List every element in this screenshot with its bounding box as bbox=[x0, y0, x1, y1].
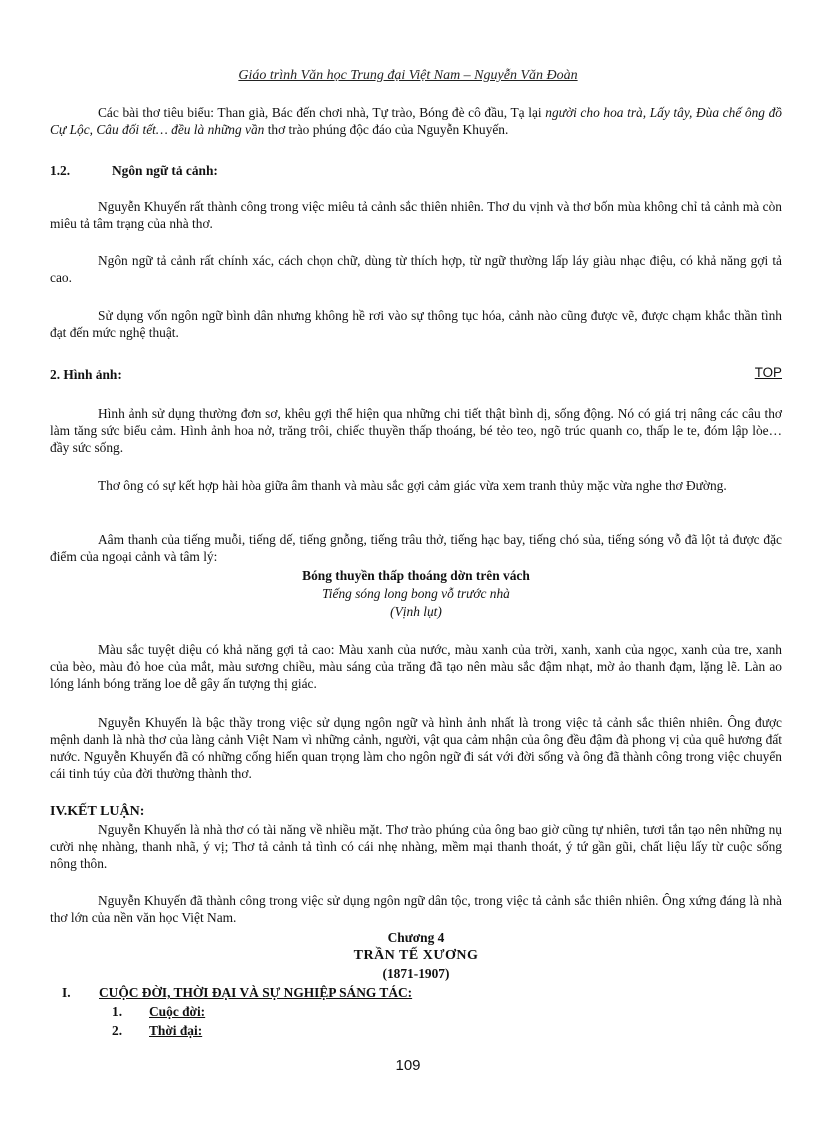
author-years: (1871-1907) bbox=[382, 966, 450, 981]
author-name: TRẦN TẾ XƯƠNG bbox=[353, 948, 479, 963]
intro-italic-text: người cho hoa trà, Lấy tây, Đùa chế ông đồ Cự Lộc, Câu đối tết… đều là những vần bbox=[50, 105, 782, 137]
section-heading-iv: IV.KẾT LUẬN: bbox=[50, 804, 145, 819]
top-link[interactable]: TOP bbox=[754, 365, 782, 380]
paragraph-hinhanh-2: Thơ ông có sự kết hợp hài hòa giữa âm thanh và màu sắc gợi cảm giác vừa xem tranh thủy mặc vừa nghe thơ Đường. bbox=[98, 478, 727, 493]
section-number: I. bbox=[62, 985, 71, 1000]
subsection-title: Cuộc đời: bbox=[149, 1004, 206, 1019]
intro-text-end: thơ trào phúng độc đáo của Nguyễn Khuyến. bbox=[264, 122, 509, 137]
section-heading-1-2 bbox=[50, 162, 782, 179]
subsection-number: 2. bbox=[112, 1023, 123, 1038]
intro-paragraph bbox=[50, 104, 782, 138]
section-title: Ngôn ngữ tả cảnh: bbox=[112, 163, 218, 178]
paragraph-ketluan-1: Nguyễn Khuyến là nhà thơ có tài năng về nhiều mặt. Thơ trào phúng của ông bao giờ cũng tự nhiên, tươi tắn tạo nên những nụ cười nhẹ nhàng, thanh nhã, ý vị; Thơ tả cảnh tả tình có cái nhẹ nhàng, mềm mại thanh thoát, ý tứ gần gũi, chất liệu lấy từ cuộc sống nông thôn. bbox=[50, 822, 782, 871]
verse-line-2: Tiếng sóng long bong vỗ trước nhà bbox=[322, 586, 510, 601]
subsection-thoi-dai bbox=[112, 1023, 202, 1039]
section-number: 1.2. bbox=[50, 163, 71, 178]
chapter-label: Chương 4 bbox=[387, 930, 445, 945]
subsection-number: 1. bbox=[112, 1004, 123, 1019]
page-number: 109 bbox=[395, 1057, 421, 1074]
section-title: CUỘC ĐỜI, THỜI ĐẠI VÀ SỰ NGHIỆP SÁNG TÁC: bbox=[99, 985, 413, 1000]
page-header: Giáo trình Văn học Trung đại Việt Nam – Nguyễn Văn Đoàn bbox=[238, 68, 578, 83]
subsection-title: Thời đại: bbox=[149, 1023, 203, 1038]
paragraph-tacanh-3: Sử dụng vốn ngôn ngữ bình dân nhưng không hề rơi vào sự thông tục hóa, cảnh nào cũng được vẽ, được chạm khắc thần tình đạt đến mức nghệ thuật. bbox=[50, 308, 782, 340]
paragraph-ketluan-2: Nguyễn Khuyến đã thành công trong việc sử dụng ngôn ngữ dân tộc, trong việc tả cảnh sắc thiên nhiên. Ông xứng đáng là nhà thơ lớn của nền văn học Việt Nam. bbox=[50, 893, 782, 925]
paragraph-tacanh-1: Nguyễn Khuyến rất thành công trong việc miêu tả cảnh sắc thiên nhiên. Thơ du vịnh và thơ bốn mùa không chỉ tả cảnh mà còn miêu tả tâm trạng của nhà thơ. bbox=[50, 199, 782, 231]
section-heading-2: 2. Hình ảnh: bbox=[50, 367, 122, 382]
paragraph-hinhanh-3: Aâm thanh của tiếng muỗi, tiếng dế, tiếng gnỗng, tiếng trâu thở, tiếng hạc bay, tiếng chó sủa, tiếng sóng vỗ đã lột tả được đặc điểm của ngoại cảnh và tâm lý: bbox=[50, 532, 782, 564]
paragraph-mausac: Màu sắc tuyệt diệu có khả năng gợi tả cao: Màu xanh của nước, màu xanh của trời, xanh, xanh của ngọc, xanh của tre, xanh của bèo, màu đỏ hoe của mắt, màu sương chiều, màu sáng của trăng đã tạo nên màu sắc đậm nhạt, mờ ảo thanh đạm, lặng lẽ. Làn ao lóng lánh bóng trăng loe dễ gây ấn tượng thị giác. bbox=[50, 642, 782, 691]
verse-source: (Vịnh lụt) bbox=[390, 604, 442, 619]
subsection-cuoc-doi bbox=[112, 1004, 205, 1020]
verse-line-1: Bóng thuyền thấp thoáng dờn trên vách bbox=[302, 568, 530, 583]
paragraph-tacanh-2: Ngôn ngữ tả cảnh rất chính xác, cách chọn chữ, dùng từ thích hợp, từ ngữ thường lấp láy giàu nhạc điệu, có khả năng gợi tả cao. bbox=[50, 253, 782, 285]
section-heading-i bbox=[62, 985, 412, 1001]
paragraph-bacthay: Nguyễn Khuyến là bậc thầy trong việc sử dụng ngôn ngữ và hình ảnh nhất là trong việc tả cảnh sắc thiên nhiên. Ông được mệnh danh là nhà thơ của làng cảnh Việt Nam vì những cảnh, người, vật qua cảm nhận của ông đều đậm đà phong vị của quê hương đất nước. Nguyễn Khuyến đã có những cống hiến quan trọng làm cho ngôn ngữ đi sát với đời sống và ông đã thành công trong việc chuyển cái tinh túy của đời thường thành thơ. bbox=[50, 715, 782, 781]
paragraph-hinhanh-1: Hình ảnh sử dụng thường đơn sơ, khêu gợi thể hiện qua những chi tiết thật bình dị, sống động. Nó có giá trị nâng các câu thơ làm tăng sức biểu cảm. Hình ảnh hoa nở, trăng trôi, chiếc thuyền thấp thoáng, bé tẻo teo, ngõ trúc quanh co, thấp le te, đóm lập lòe… đầy sức sống. bbox=[50, 406, 782, 455]
intro-text: Các bài thơ tiêu biểu: Than già, Bác đến chơi nhà, Tự trào, Bóng đè cô đầu, Tạ lại bbox=[98, 105, 546, 120]
